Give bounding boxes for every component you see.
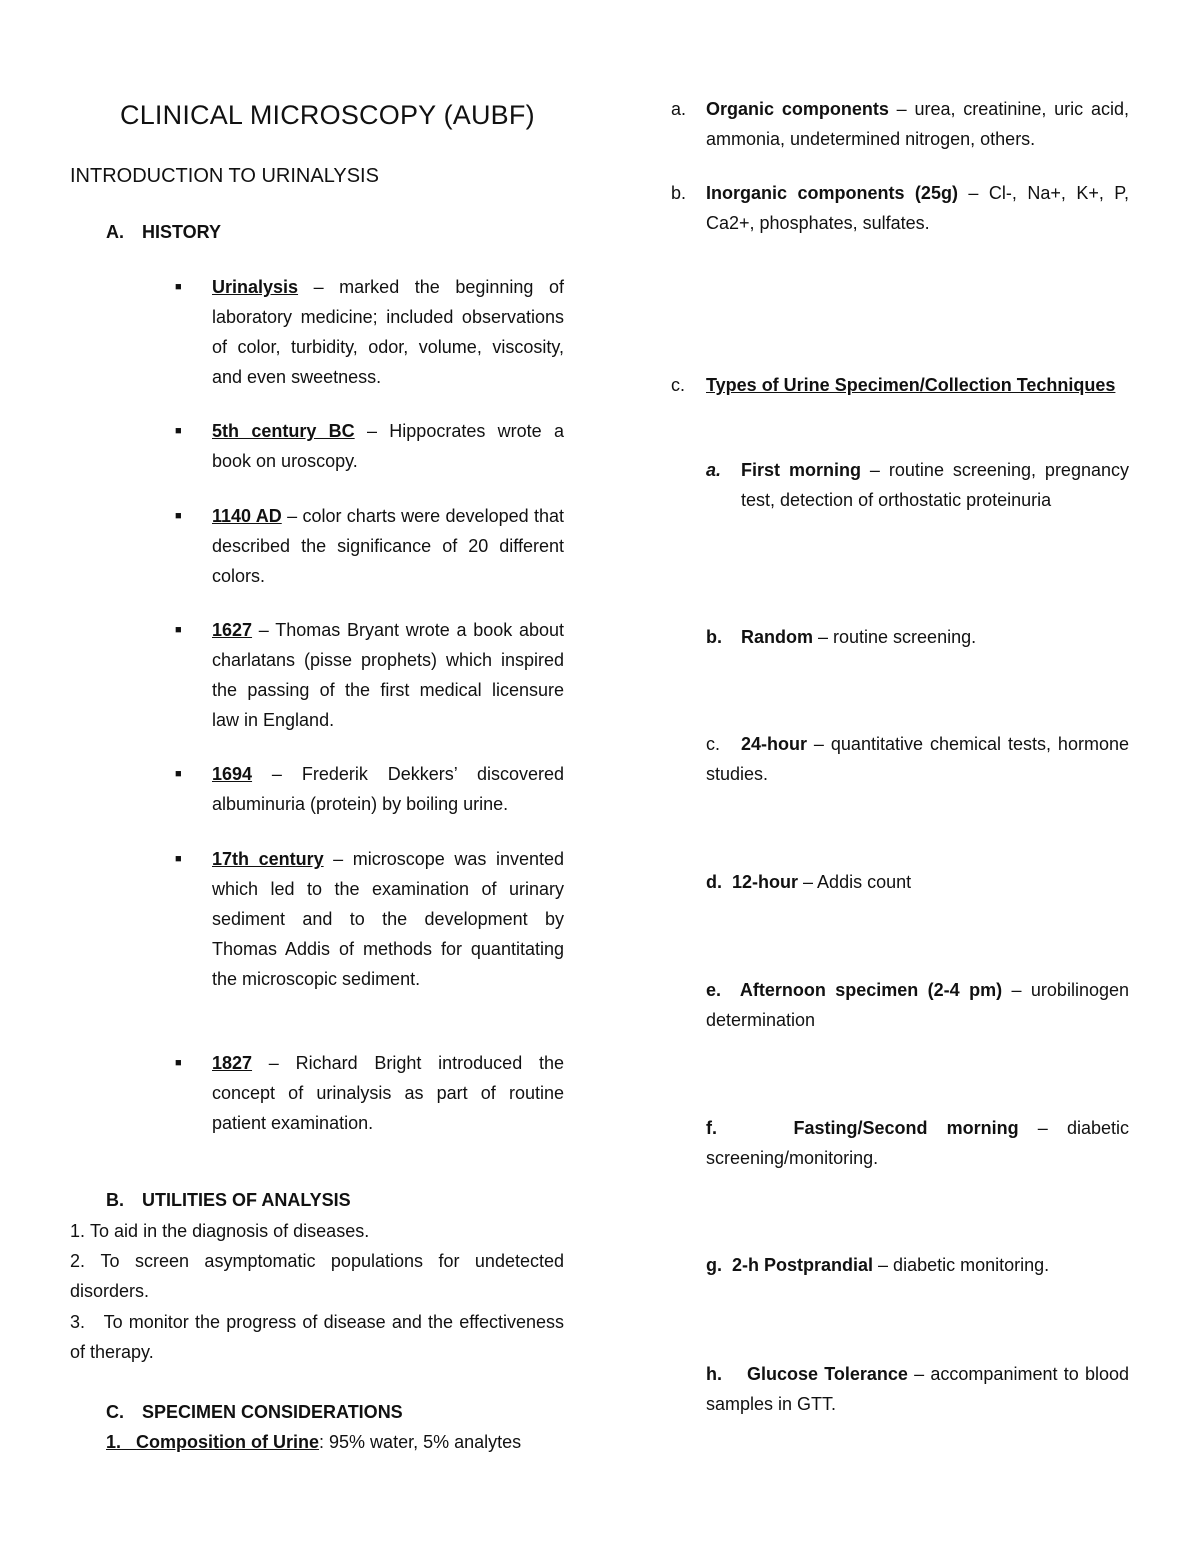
specimen-term: First morning bbox=[741, 460, 861, 480]
utility-number: 3. bbox=[70, 1312, 86, 1332]
specimen-text: – routine screening, pregnancy test, detection of orthostatic proteinuria bbox=[741, 460, 1129, 510]
specimen-term: 24-hour bbox=[740, 734, 807, 754]
specimen-term: 12-hour bbox=[732, 872, 799, 892]
component-text: – urea, creatinine, uric acid, ammonia, undetermined nitrogen, others. bbox=[706, 99, 1129, 149]
section-c-heading: SPECIMEN CONSIDERATIONS bbox=[142, 1402, 403, 1422]
history-item bbox=[175, 501, 564, 591]
specimen-text: – diabetic monitoring. bbox=[873, 1255, 1050, 1275]
history-text: – color charts were developed that described the significance of 20 different colors. bbox=[212, 506, 564, 586]
specimen-letter: e. bbox=[706, 980, 722, 1000]
specimen-term: Random bbox=[741, 627, 813, 647]
history-term: Urinalysis bbox=[212, 277, 299, 297]
specimen-text: – routine screening. bbox=[813, 627, 977, 647]
specimen-term: Glucose Tolerance bbox=[746, 1364, 908, 1384]
specimen-text: – Addis count bbox=[798, 872, 912, 892]
component-text: – Cl-, Na+, K+, P, Ca2+, phosphates, sulfates. bbox=[706, 183, 1129, 233]
section-a-marker: A. bbox=[106, 222, 124, 242]
specimen-letter: c. bbox=[706, 734, 721, 754]
specimen-text: – urobilinogen determination bbox=[706, 980, 1129, 1030]
history-text: – Frederik Dekkers’ discovered albuminuria (protein) by boiling urine. bbox=[212, 764, 564, 814]
utility-item bbox=[70, 1307, 564, 1367]
history-text: – marked the beginning of laboratory medicine; included observations of color, turbidity, odor, volume, viscosity, and even sweetness. bbox=[212, 277, 564, 387]
bullet-icon: ■ bbox=[175, 1057, 182, 1069]
specimen-item bbox=[706, 1113, 1129, 1173]
history-term: 1627 bbox=[212, 620, 253, 640]
specimen-types-letter: c. bbox=[671, 375, 686, 395]
utility-number: 1. bbox=[70, 1221, 86, 1241]
history-item bbox=[175, 615, 564, 735]
specimen-item bbox=[706, 975, 1129, 1035]
document-title: CLINICAL MICROSCOPY (AUBF) bbox=[120, 100, 535, 130]
component-term: Inorganic components (25g) bbox=[706, 183, 958, 203]
section-b-heading: UTILITIES OF ANALYSIS bbox=[142, 1190, 351, 1210]
history-term: 17th century bbox=[212, 849, 324, 869]
history-text: – microscope was invented which led to the examination of urinary sediment and to the development by Thomas Addis of methods for quantitating the microscopic sediment. bbox=[212, 849, 564, 989]
section-b-marker: B. bbox=[106, 1190, 124, 1210]
specimen-term: Fasting/Second morning bbox=[793, 1118, 1019, 1138]
utility-item bbox=[70, 1216, 564, 1246]
utility-text: To screen asymptomatic populations for undetected disorders. bbox=[70, 1251, 564, 1301]
specimen-item bbox=[741, 455, 1129, 515]
specimen-letter: a. bbox=[706, 460, 722, 480]
bullet-icon: ■ bbox=[175, 425, 182, 437]
specimen-text: – diabetic screening/monitoring. bbox=[706, 1118, 1129, 1168]
specimen-letter: d. bbox=[706, 872, 722, 892]
history-text: – Richard Bright introduced the concept of urinalysis as part of routine patient examination. bbox=[212, 1053, 564, 1133]
history-term: 1140 AD bbox=[212, 506, 282, 526]
specimen-letter: h. bbox=[706, 1364, 722, 1384]
history-term: 5th century BC bbox=[212, 421, 355, 441]
bullet-icon: ■ bbox=[175, 281, 182, 293]
specimen-item bbox=[706, 1359, 1129, 1419]
specimen-item bbox=[706, 729, 1129, 789]
specimen-item bbox=[741, 622, 1129, 652]
bullet-icon: ■ bbox=[175, 853, 182, 865]
composition-label: Composition of Urine bbox=[136, 1432, 320, 1452]
history-item bbox=[175, 1048, 564, 1138]
section-c-marker: C. bbox=[106, 1402, 124, 1422]
document-subtitle: INTRODUCTION TO URINALYSIS bbox=[70, 165, 379, 187]
specimen-item bbox=[706, 867, 1129, 897]
component-letter: a. bbox=[671, 99, 687, 119]
composition-text: : 95% water, 5% analytes bbox=[319, 1432, 522, 1452]
utility-number: 2. bbox=[70, 1251, 86, 1271]
specimen-letter: f. bbox=[706, 1118, 717, 1138]
history-text: – Hippocrates wrote a book on uroscopy. bbox=[212, 421, 564, 471]
history-term: 1827 bbox=[212, 1053, 253, 1073]
specimen-term: Afternoon specimen (2-4 pm) bbox=[739, 980, 1003, 1000]
component-letter: b. bbox=[671, 183, 687, 203]
specimen-text: – quantitative chemical tests, hormone studies. bbox=[706, 734, 1129, 784]
history-item bbox=[175, 272, 564, 392]
utility-text: To aid in the diagnosis of diseases. bbox=[90, 1221, 370, 1241]
specimen-item bbox=[706, 1250, 1129, 1280]
specimen-text: – accompaniment to blood samples in GTT. bbox=[706, 1364, 1129, 1414]
history-item bbox=[175, 759, 564, 819]
bullet-icon: ■ bbox=[175, 624, 182, 636]
bullet-icon: ■ bbox=[175, 768, 182, 780]
specimen-letter: b. bbox=[706, 627, 722, 647]
utility-item bbox=[70, 1246, 564, 1306]
history-term: 1694 bbox=[212, 764, 253, 784]
utility-text: To monitor the progress of disease and the effectiveness of therapy. bbox=[70, 1312, 564, 1362]
component-term: Organic components bbox=[706, 99, 889, 119]
section-a-heading: HISTORY bbox=[142, 222, 222, 242]
history-item bbox=[175, 416, 564, 476]
component-item bbox=[706, 178, 1129, 238]
composition-line bbox=[106, 1432, 521, 1453]
composition-number: 1. bbox=[106, 1432, 122, 1452]
bullet-icon: ■ bbox=[175, 510, 182, 522]
component-item bbox=[706, 94, 1129, 154]
specimen-types-heading: Types of Urine Specimen/Collection Techniques bbox=[706, 375, 1116, 395]
history-text: – Thomas Bryant wrote a book about charlatans (pisse prophets) which inspired the passing of the first medical licensure law in England. bbox=[212, 620, 564, 730]
specimen-term: 2-h Postprandial bbox=[732, 1255, 874, 1275]
history-item bbox=[175, 844, 564, 994]
specimen-letter: g. bbox=[706, 1255, 722, 1275]
